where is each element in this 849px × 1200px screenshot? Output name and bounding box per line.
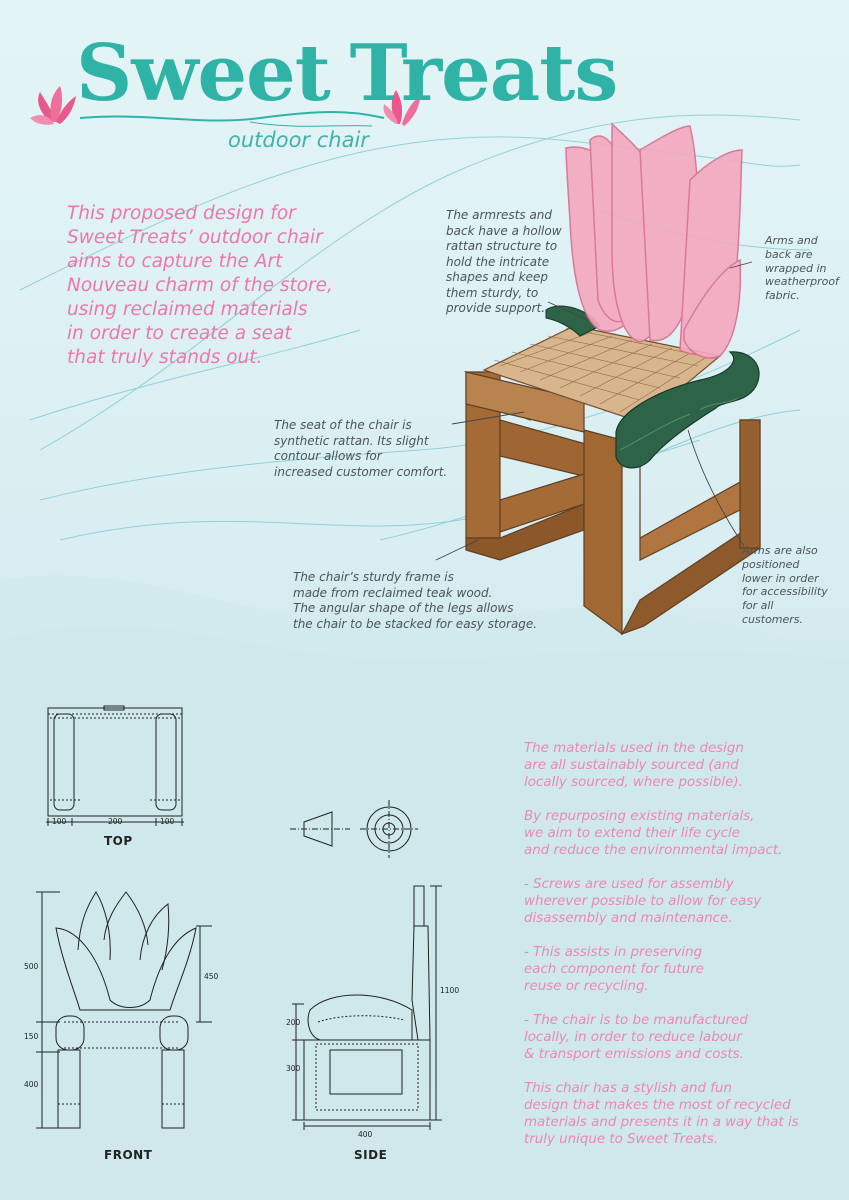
top-dim-right: 100 [160,817,175,826]
top-dim-left: 100 [52,817,67,826]
side-dim-arm-height: 200 [286,1018,301,1027]
brand-title-first: Sweet [76,28,330,119]
top-dim-middle: 200 [108,817,123,826]
annotation-arms-lower: Arms are also positioned lower in order for accessibility for all customers. [742,544,828,626]
sustainability-paragraph-6: This chair has a stylish and fun design that makes the most of recycled materials and presents it in a way that is truly unique to Sweet Treats. [524,1081,799,1147]
brand-title [76,28,617,119]
sustainability-paragraph-4: - This assists in preserving each component for future reuse or recycling. [524,945,704,994]
lotus-backrest [566,124,742,358]
sustainability-paragraph-1: The materials used in the design are all sustainably sourced (and locally sourced, where possible). [524,741,744,790]
front-dim-leg-height: 400 [24,1080,39,1089]
annotation-hollow-rattan: The armrests and back have a hollow rattan structure to hold the intricate shapes and keep them sturdy, to provide support. [446,208,562,315]
annotation-seat: The seat of the chair is synthetic rattan. Its slight contour allows for increased customer comfort. [274,418,448,479]
front-dim-back-height: 500 [24,962,39,971]
side-dim-seat-height: 300 [286,1064,301,1073]
front-dim-arm-height: 150 [24,1032,39,1041]
annotation-frame: The chair’s sturdy frame is made from reclaimed teak wood. The angular shape of the legs allows the chair to be stacked for easy storage. [293,570,538,631]
intro-paragraph: This proposed design for Sweet Treats’ outdoor chair aims to capture the Art Nouveau charm of the store, using reclaimed materials in order to create a seat that truly stands out. [67,203,333,368]
chair-illustration [466,124,760,634]
side-dim-total-height: 1100 [440,986,460,995]
top-view-label: TOP [104,834,133,848]
left-lotus-icon [30,86,76,125]
side-dim-depth: 400 [358,1130,373,1139]
front-dim-petal-height: 450 [204,972,219,981]
sustainability-paragraph-3: - Screws are used for assembly wherever possible to allow for easy disassembly and maintenance. [524,877,762,926]
brand-title-second: Treats [349,28,618,119]
front-view-label: FRONT [104,1148,153,1162]
brand-subtitle: outdoor chair [228,128,369,152]
side-view-label: SIDE [354,1148,388,1162]
sustainability-paragraph-5: - The chair is to be manufactured locally, in order to reduce labour & transport emissions and costs. [524,1013,748,1062]
sustainability-paragraph-2: By repurposing existing materials, we aim to extend their life cycle and reduce the environmental impact. [524,809,783,858]
annotation-weatherproof-fabric: Arms and back are wrapped in weatherproof fabric. [765,234,839,303]
